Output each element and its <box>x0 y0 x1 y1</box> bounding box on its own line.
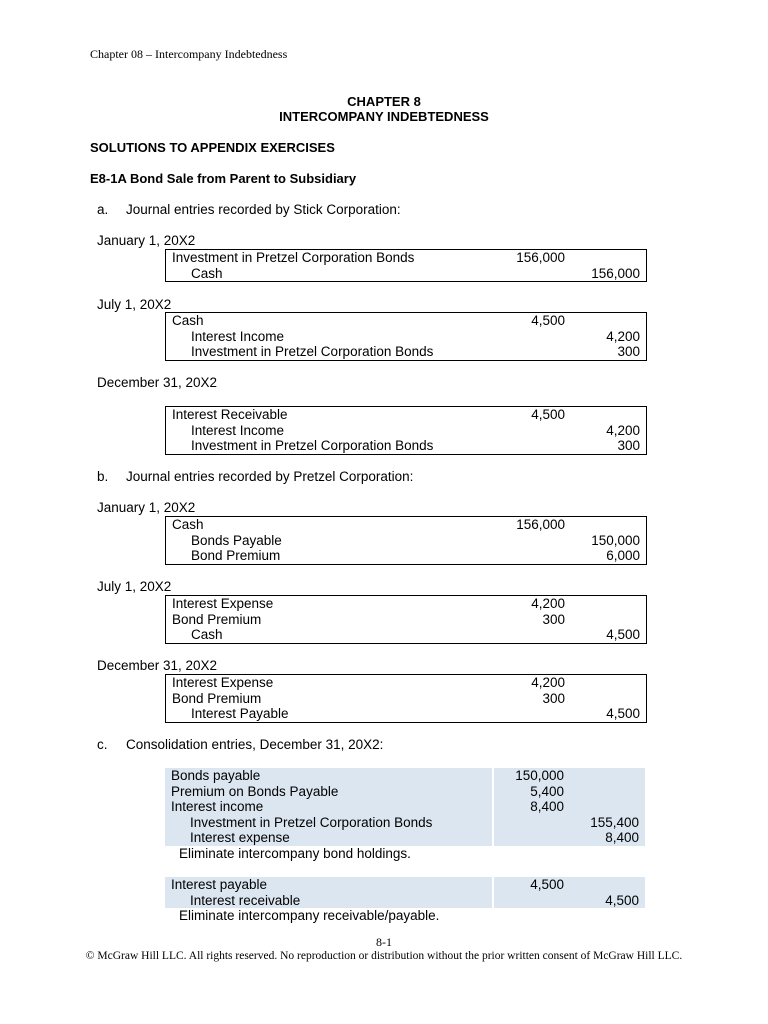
credit-amount: 4,500 <box>606 627 640 642</box>
section-heading: SOLUTIONS TO APPENDIX EXERCISES <box>90 140 335 155</box>
account-name: Interest income <box>171 799 264 814</box>
account-name: Interest receivable <box>190 892 301 908</box>
entry-explanation: Eliminate intercompany bond holdings. <box>179 846 411 861</box>
account-name: Premium on Bonds Payable <box>171 783 339 799</box>
credit-amount: 156,000 <box>591 265 640 281</box>
journal-entry <box>165 406 647 455</box>
credit-amount: 150,000 <box>591 532 640 548</box>
credit-amount: 155,400 <box>590 814 639 830</box>
credit-amount: 6,000 <box>606 548 640 563</box>
debit-amount: 156,000 <box>516 250 565 265</box>
entry-line <box>166 627 646 643</box>
account-name: Bond Premium <box>172 690 262 706</box>
entry-line <box>165 830 645 846</box>
part-c-marker: c. <box>97 737 108 752</box>
debit-amount: 300 <box>542 690 565 706</box>
entry-date: January 1, 20X2 <box>97 233 196 248</box>
chapter-title: INTERCOMPANY INDEBTEDNESS <box>279 109 489 124</box>
account-name: Interest Income <box>191 422 285 438</box>
credit-amount: 300 <box>617 344 640 359</box>
debit-amount: 156,000 <box>516 517 565 532</box>
entry-line <box>166 548 646 564</box>
entry-line <box>166 313 646 329</box>
account-name: Interest Receivable <box>172 407 288 422</box>
account-name: Cash <box>191 265 223 281</box>
consolidation-entry <box>165 877 645 908</box>
part-b-text: Journal entries recorded by Pretzel Corporation: <box>126 469 414 484</box>
entry-line <box>166 407 646 423</box>
journal-entry <box>165 595 647 644</box>
debit-amount: 4,200 <box>531 596 565 611</box>
entry-line <box>165 877 645 893</box>
copyright-notice: © McGraw Hill LLC. All rights reserved. No reproduction or distribution without the prior written consent of McGraw Hill LLC. <box>85 950 683 962</box>
entry-line <box>166 344 646 360</box>
account-name: Interest Expense <box>172 675 274 690</box>
account-name: Bond Premium <box>191 548 281 563</box>
entry-date: July 1, 20X2 <box>97 579 172 594</box>
part-a-text: Journal entries recorded by Stick Corporation: <box>126 202 401 217</box>
entry-line <box>166 329 646 345</box>
debit-amount: 5,400 <box>530 783 564 799</box>
account-name: Interest payable <box>171 877 268 892</box>
exercise-heading: E8-1A Bond Sale from Parent to Subsidiary <box>90 171 357 186</box>
entry-line <box>166 250 646 266</box>
journal-entry <box>165 674 647 723</box>
entry-line <box>166 438 646 454</box>
debit-amount: 150,000 <box>515 768 564 783</box>
entry-line <box>166 706 646 722</box>
entry-line <box>166 675 646 691</box>
entry-line <box>166 266 646 282</box>
entry-explanation: Eliminate intercompany receivable/payable. <box>179 908 440 923</box>
entry-line <box>165 768 645 784</box>
entry-date: December 31, 20X2 <box>97 658 218 673</box>
account-name: Investment in Pretzel Corporation Bonds <box>191 438 434 453</box>
account-name: Cash <box>172 517 204 532</box>
credit-amount: 4,200 <box>606 422 640 438</box>
account-name: Interest expense <box>190 830 290 845</box>
consolidation-entry <box>165 768 645 846</box>
account-name: Investment in Pretzel Corporation Bonds <box>190 814 433 830</box>
debit-amount: 4,500 <box>530 877 564 892</box>
entry-line <box>166 517 646 533</box>
journal-entry <box>165 312 647 361</box>
account-name: Interest Income <box>191 328 285 344</box>
account-name: Cash <box>191 627 223 642</box>
part-c-text: Consolidation entries, December 31, 20X2: <box>126 737 384 752</box>
entry-line <box>165 784 645 800</box>
entry-line <box>165 893 645 909</box>
part-b-marker: b. <box>97 469 109 484</box>
account-name: Interest Payable <box>191 706 289 721</box>
account-name: Cash <box>172 313 204 328</box>
entry-line <box>166 533 646 549</box>
entry-line <box>165 799 645 815</box>
debit-amount: 8,400 <box>530 799 564 814</box>
part-a-marker: a. <box>97 202 109 217</box>
entry-line <box>165 815 645 831</box>
journal-entry <box>165 249 647 282</box>
page-number: 8-1 <box>376 935 392 949</box>
account-name: Bonds payable <box>171 768 261 783</box>
entry-date: July 1, 20X2 <box>97 297 172 312</box>
journal-entry <box>165 516 647 565</box>
account-name: Investment in Pretzel Corporation Bonds <box>172 250 415 265</box>
chapter-number: CHAPTER 8 <box>347 94 421 109</box>
entry-line <box>166 691 646 707</box>
credit-amount: 8,400 <box>605 830 639 845</box>
account-name: Bond Premium <box>172 611 262 627</box>
running-header: Chapter 08 – Intercompany Indebtedness <box>90 47 288 61</box>
debit-amount: 300 <box>542 611 565 627</box>
entry-line <box>166 612 646 628</box>
debit-amount: 4,500 <box>531 407 565 422</box>
entry-line <box>166 596 646 612</box>
credit-amount: 4,500 <box>605 892 639 908</box>
credit-amount: 4,200 <box>606 328 640 344</box>
debit-amount: 4,500 <box>531 313 565 328</box>
debit-amount: 4,200 <box>531 675 565 690</box>
credit-amount: 4,500 <box>606 706 640 721</box>
account-name: Interest Expense <box>172 596 274 611</box>
entry-line <box>166 423 646 439</box>
credit-amount: 300 <box>617 438 640 453</box>
account-name: Bonds Payable <box>191 532 282 548</box>
entry-date: January 1, 20X2 <box>97 500 196 515</box>
entry-date: December 31, 20X2 <box>97 375 218 390</box>
account-name: Investment in Pretzel Corporation Bonds <box>191 344 434 359</box>
